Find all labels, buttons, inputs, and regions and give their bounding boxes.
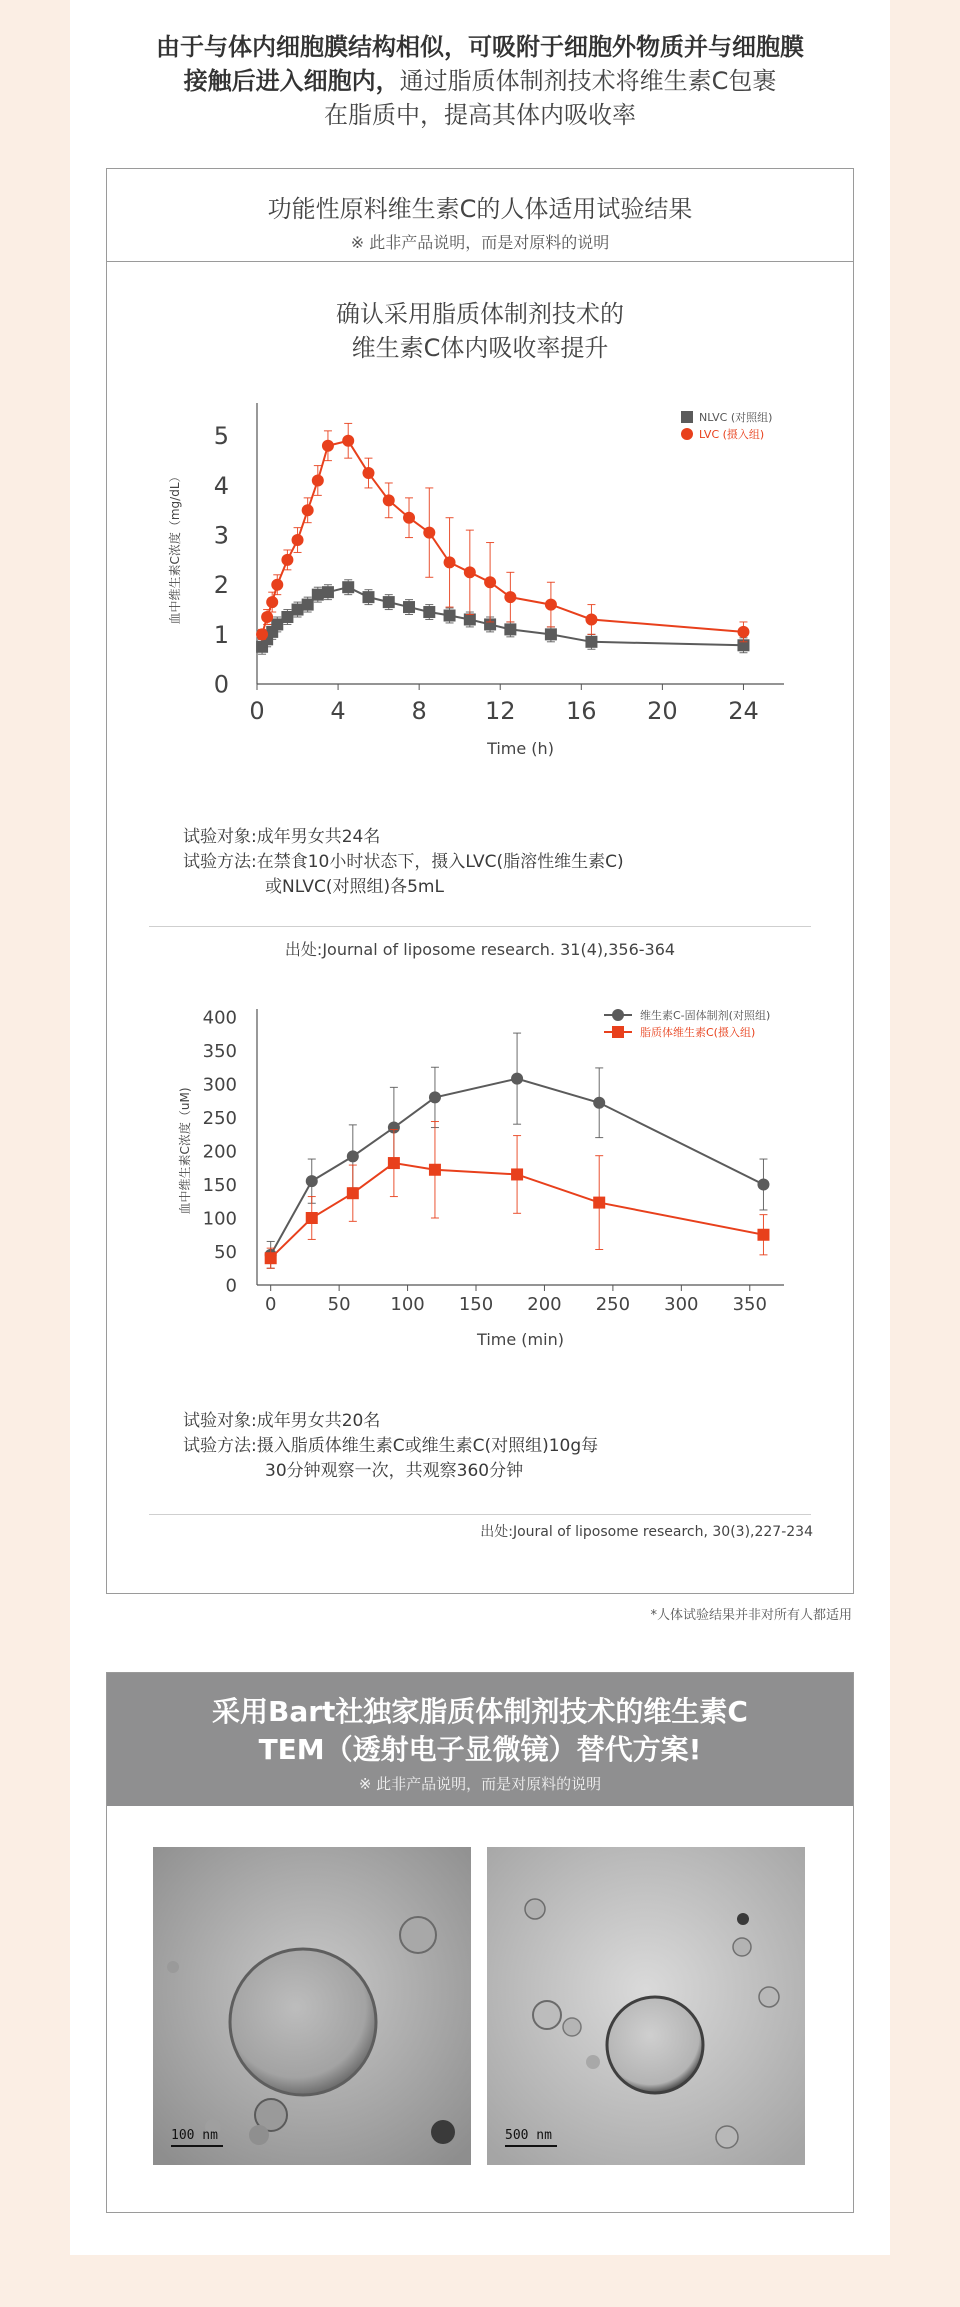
study1-heading-line1: 确认采用脂质体制剂技术的 bbox=[336, 300, 624, 328]
study2-divider bbox=[149, 1514, 811, 1515]
chart1-y-axis-label: 血中维生素C浓度（mg/dL） bbox=[168, 470, 182, 625]
chart2-legend-label: 脂质体维生素C(摄入组) bbox=[640, 1026, 756, 1039]
chart1-x-tick-label: 20 bbox=[647, 697, 678, 725]
chart1-series-1-line bbox=[262, 441, 743, 635]
chart1-series-1-point bbox=[383, 494, 395, 506]
chart1-series-1-point bbox=[302, 504, 314, 516]
chart2-series-1-point bbox=[593, 1197, 605, 1209]
intro-text bbox=[70, 30, 890, 132]
chart1-series-1-point bbox=[261, 611, 273, 623]
study1-method-line2: 或NLVC(对照组)各5mL bbox=[265, 877, 444, 897]
chart1-series-1-point bbox=[444, 556, 456, 568]
chart1-series-1-point bbox=[484, 576, 496, 588]
chart1-series-1-point bbox=[312, 474, 324, 486]
chart2-x-tick-label: 0 bbox=[264, 1294, 277, 1315]
chart1-legend-marker bbox=[681, 428, 693, 440]
chart2-series-1-point bbox=[306, 1212, 318, 1224]
intro-line1: 由于与体内细胞膜结构相似，可吸附于细胞外物质并与细胞膜 bbox=[156, 33, 804, 61]
page bbox=[70, 0, 890, 2255]
chart1-series-1-point bbox=[342, 435, 354, 447]
chart2-series-1-point bbox=[757, 1229, 769, 1241]
intro-line2-bold: 接触后进入细胞内， bbox=[183, 67, 400, 95]
chart1-x-tick-label: 24 bbox=[728, 697, 759, 725]
chart1-series-1-point bbox=[292, 534, 304, 546]
chart2-y-tick-label: 100 bbox=[202, 1208, 237, 1230]
chart1-series-0-point bbox=[342, 581, 354, 593]
chart1-y-tick-label: 1 bbox=[213, 620, 229, 649]
study1-source: 出处:Journal of liposome research. 31(4),356-364 bbox=[284, 940, 676, 959]
study2-source: 出处:Joural of liposome research, 30(3),227-234 bbox=[480, 1524, 813, 1540]
chart1-series-1-point bbox=[266, 596, 278, 608]
chart1-series-0-point bbox=[444, 610, 456, 622]
chart1-series-1-point bbox=[362, 467, 374, 479]
chart1-legend-label: NLVC (对照组) bbox=[699, 411, 773, 424]
chart2-legend-label: 维生素C-固体制剂(对照组) bbox=[640, 1009, 771, 1022]
chart2-y-tick-label: 200 bbox=[202, 1141, 237, 1163]
chart2-x-tick-label: 200 bbox=[527, 1294, 562, 1315]
chart1-series-1-point bbox=[585, 613, 597, 625]
study1-subject: 试验对象:成年男女共24名 bbox=[183, 827, 381, 847]
tem-box bbox=[106, 1672, 854, 2213]
trial-results-header bbox=[107, 169, 853, 262]
chart2-x-tick-label: 350 bbox=[732, 1294, 767, 1315]
chart2-x-tick-label: 50 bbox=[327, 1294, 351, 1315]
chart1-y-tick-label: 0 bbox=[213, 670, 229, 699]
chart1-series-0-point bbox=[362, 591, 374, 603]
chart2-y-tick-label: 300 bbox=[202, 1074, 237, 1096]
tem-image-1-scalebar bbox=[171, 2128, 218, 2143]
chart2-series-0-point bbox=[429, 1091, 441, 1103]
chart-vitc-um bbox=[107, 995, 853, 1355]
chart2-y-tick-label: 150 bbox=[202, 1174, 237, 1196]
study2-description bbox=[183, 1409, 598, 1484]
chart1-series-0-point bbox=[423, 606, 435, 618]
chart2-x-tick-label: 300 bbox=[664, 1294, 699, 1315]
chart1-series-0-point bbox=[545, 628, 557, 640]
tem-title-line2: TEM（透射电子显微镜）替代方案! bbox=[258, 1733, 702, 1766]
chart2-legend-marker bbox=[612, 1009, 624, 1021]
chart2-series-0-point bbox=[306, 1175, 318, 1187]
chart1-x-tick-label: 16 bbox=[566, 697, 597, 725]
chart1-series-0-line bbox=[262, 587, 743, 647]
study1-description bbox=[183, 825, 624, 900]
chart-vitc-mg-dl bbox=[107, 389, 853, 789]
chart2-series-1-point bbox=[347, 1187, 359, 1199]
chart2-x-tick-label: 250 bbox=[595, 1294, 631, 1315]
chart1-series-1-point bbox=[403, 512, 415, 524]
tem-title-line1: 采用Bart社独家脂质体制剂技术的维生素C bbox=[212, 1695, 748, 1728]
tem-image-2-scale-label: 500 nm bbox=[505, 2128, 552, 2143]
chart2-y-axis-label: 血中维生素C浓度（uM) bbox=[178, 1087, 192, 1215]
disclaimer: *人体试验结果并非对所有人都适用 bbox=[650, 1608, 852, 1623]
chart1-y-tick-label: 2 bbox=[213, 571, 229, 600]
chart1-series-0-point bbox=[585, 636, 597, 648]
tem-note: ※ 此非产品说明，而是对原料的说明 bbox=[358, 1775, 602, 1793]
chart1-series-1-point bbox=[281, 554, 293, 566]
study2-method-line1: 试验方法:摄入脂质体维生素C或维生素C(对照组)10g每 bbox=[183, 1436, 599, 1456]
chart2-series-1-point bbox=[511, 1168, 523, 1180]
chart2-x-axis-label: Time (min) bbox=[477, 1330, 564, 1349]
study1-divider bbox=[149, 926, 811, 927]
chart2-y-tick-label: 400 bbox=[202, 1007, 237, 1029]
chart2-x-tick-label: 100 bbox=[390, 1294, 425, 1315]
chart2-x-tick-label: 150 bbox=[458, 1294, 494, 1315]
tem-image-1 bbox=[153, 1847, 471, 2165]
chart1-series-0-point bbox=[322, 586, 334, 598]
study1-method-line1: 试验方法:在禁食10小时状态下，摄入LVC(脂溶性维生素C) bbox=[183, 852, 624, 872]
chart2-series-1-point bbox=[265, 1252, 277, 1264]
tem-image-1-picture bbox=[153, 1847, 471, 2165]
chart1-y-tick-label: 5 bbox=[213, 422, 229, 451]
study2-method-line2: 30分钟观察一次，共观察360分钟 bbox=[265, 1461, 524, 1481]
chart2-legend-marker bbox=[612, 1026, 624, 1038]
chart1-legend-label: LVC (摄入组) bbox=[699, 428, 765, 441]
chart2-series-0-point bbox=[757, 1179, 769, 1191]
tem-image-1-scale-label: 100 nm bbox=[171, 2128, 218, 2143]
chart1-series-1-point bbox=[256, 628, 268, 640]
chart1-series-1-point bbox=[322, 440, 334, 452]
chart1-series-1-point bbox=[545, 599, 557, 611]
study1-heading bbox=[107, 297, 853, 365]
intro-line2-rest: 通过脂质体制剂技术将维生素C包裹 bbox=[399, 67, 777, 95]
chart1-series-1-point bbox=[464, 566, 476, 578]
chart1-series-1-point bbox=[271, 579, 283, 591]
chart1-series-0-point bbox=[403, 601, 415, 613]
chart2-series-0-point bbox=[593, 1097, 605, 1109]
chart2-series-0-point bbox=[511, 1073, 523, 1085]
chart1-series-0-point bbox=[464, 613, 476, 625]
tem-image-2-scalebar bbox=[505, 2128, 552, 2143]
chart1-x-tick-label: 0 bbox=[249, 697, 265, 725]
trial-results-title: 功能性原料维生素C的人体适用试验结果 bbox=[267, 195, 693, 223]
study2-subject: 试验对象:成年男女共20名 bbox=[183, 1411, 381, 1431]
chart2-y-tick-label: 0 bbox=[225, 1275, 237, 1297]
chart1-x-tick-label: 12 bbox=[484, 697, 516, 725]
chart2-series-1-point bbox=[388, 1157, 400, 1169]
chart2-y-tick-label: 350 bbox=[202, 1040, 237, 1062]
intro-line3: 在脂质中，提高其体内吸收率 bbox=[324, 101, 636, 129]
chart1-series-0-point bbox=[504, 623, 516, 635]
chart1-y-tick-label: 4 bbox=[213, 471, 229, 500]
chart1-series-1-point bbox=[504, 591, 516, 603]
trial-results-note: ※ 此非产品说明，而是对原料的说明 bbox=[350, 233, 610, 252]
chart2-y-tick-label: 250 bbox=[202, 1107, 237, 1129]
trial-results-box bbox=[106, 168, 854, 1594]
chart1-x-tick-label: 8 bbox=[411, 697, 427, 725]
chart1-series-0-point bbox=[383, 596, 395, 608]
chart1-series-1-point bbox=[423, 527, 435, 539]
chart1-legend-marker bbox=[681, 411, 693, 423]
chart1-series-1-point bbox=[737, 626, 749, 638]
chart2-y-tick-label: 50 bbox=[214, 1241, 237, 1263]
chart2-series-0-point bbox=[347, 1150, 359, 1162]
chart1-x-axis-label: Time (h) bbox=[487, 739, 554, 758]
tem-banner bbox=[107, 1673, 853, 1806]
chart1-y-tick-label: 3 bbox=[213, 521, 229, 550]
tem-image-2 bbox=[487, 1847, 805, 2165]
tem-image-2-picture bbox=[487, 1847, 805, 2165]
study1-heading-line2: 维生素C体内吸收率提升 bbox=[351, 334, 609, 362]
chart1-x-tick-label: 4 bbox=[330, 697, 346, 725]
chart2-series-1-point bbox=[429, 1164, 441, 1176]
